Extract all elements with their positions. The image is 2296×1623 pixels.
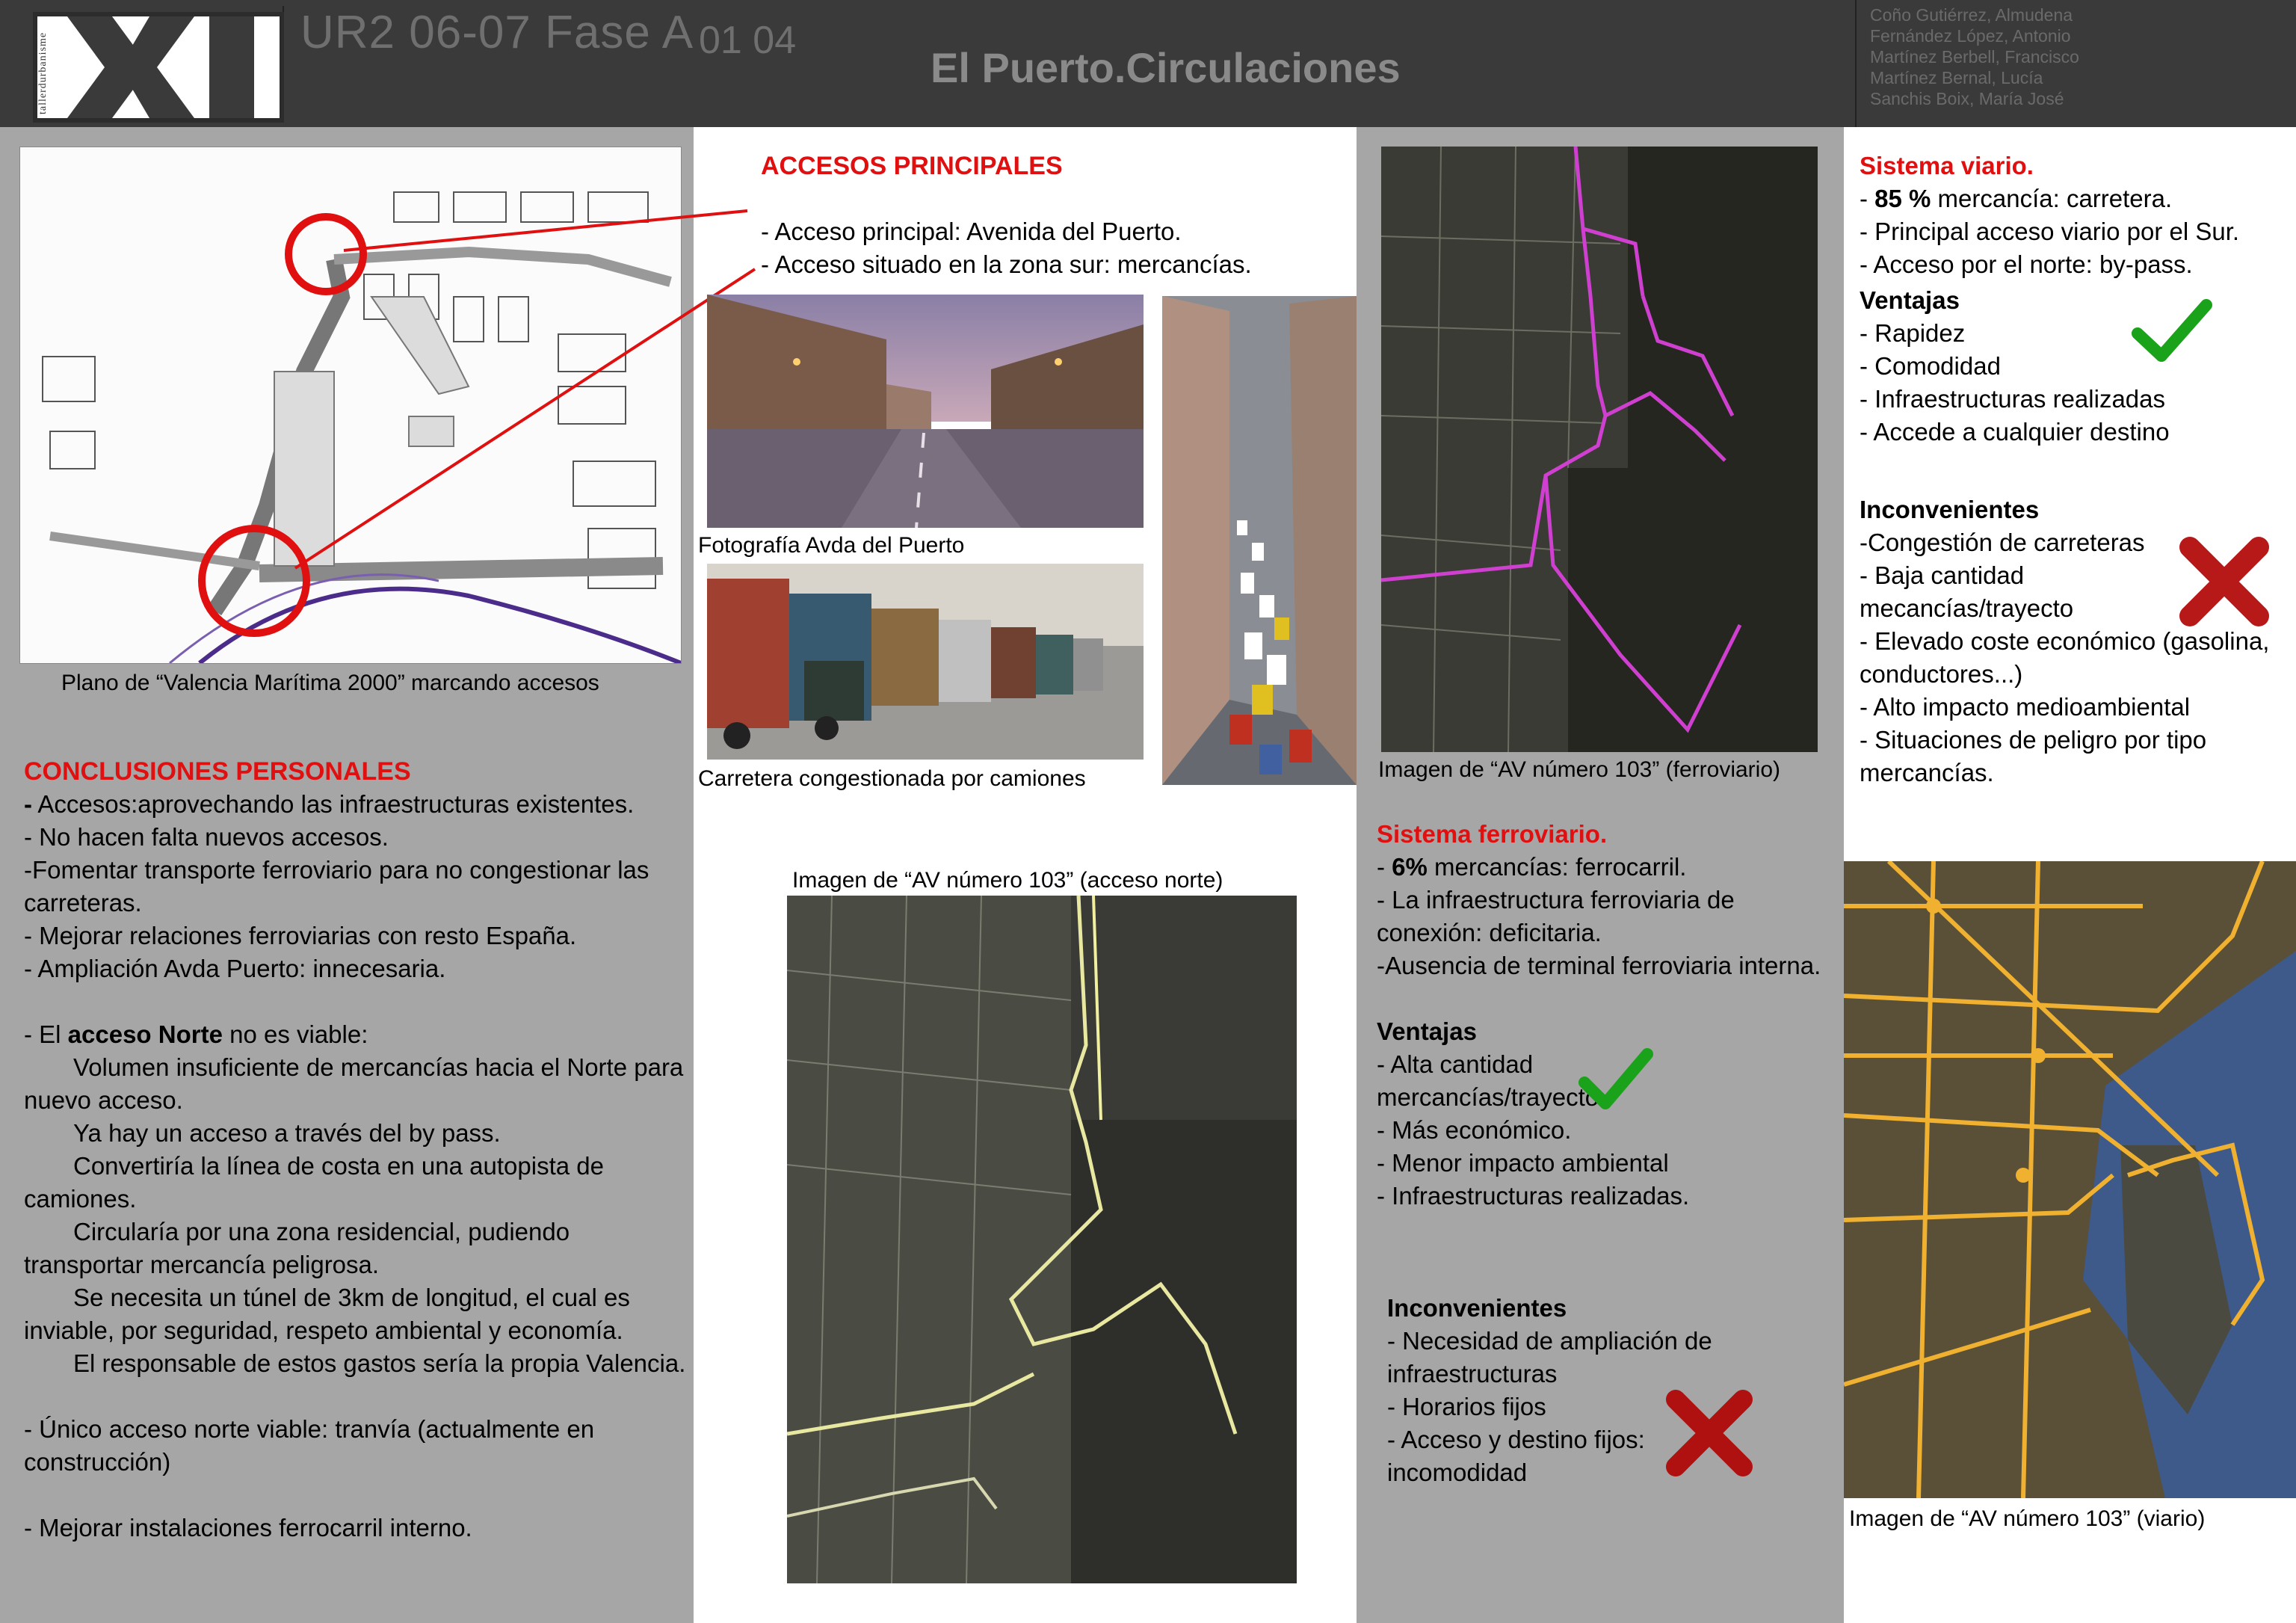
- norte-point: El responsable de estos gastos sería la propia Valencia.: [73, 1349, 686, 1377]
- norte-bold: acceso Norte: [67, 1020, 223, 1048]
- list-item: -Fomentar transporte ferroviario para no congestionar las carreteras.: [24, 856, 649, 917]
- list-item: - Menor impacto ambiental: [1377, 1149, 1669, 1177]
- road-network-map: [1844, 861, 2296, 1498]
- accesos-title: ACCESOS PRINCIPALES: [761, 152, 1063, 180]
- list-item: - Baja cantidad mecancías/trayecto: [1860, 561, 2074, 622]
- conclusiones-list: [24, 788, 697, 1545]
- ferroviario-section: [1377, 818, 1833, 1213]
- list-item: - Elevado coste económico (gasolina, conductores...): [1860, 627, 2270, 688]
- norte-points: [24, 1051, 689, 1380]
- list-item: - Acceso situado en la zona sur: mercancías.: [761, 250, 1252, 278]
- list-item: - Mejorar relaciones ferroviarias con resto España.: [24, 922, 577, 949]
- check-icon: [1578, 1047, 1653, 1114]
- viario-pct-text: mercancía: carretera.: [1931, 185, 2173, 212]
- course-title: UR2 06-07 Fase A: [300, 7, 694, 58]
- list-item: - Ampliación Avda Puerto: innecesaria.: [24, 955, 446, 982]
- viario-pct: 85 %: [1874, 185, 1931, 212]
- road-map-caption: Imagen de “AV número 103” (viario): [1849, 1506, 2206, 1531]
- ferroviario-pct: 6%: [1392, 853, 1428, 881]
- list-item: - Infraestructuras realizadas: [1860, 385, 2166, 413]
- author-name: Coño Gutiérrez, Almudena: [1870, 5, 2073, 25]
- sheet-number: 01 04: [699, 19, 797, 62]
- author-name: Fernández López, Antonio: [1870, 26, 2071, 46]
- viario-ventajas-title: Ventajas: [1860, 286, 1960, 314]
- norte-heading: [24, 1018, 697, 1051]
- list-item: - Comodidad: [1860, 352, 2001, 380]
- list-item: - No hacen falta nuevos accesos.: [24, 823, 389, 851]
- photo2-caption: Carretera congestionada por camiones: [698, 766, 1086, 791]
- viario-title: Sistema viario.: [1860, 152, 2034, 179]
- spacer: [24, 1380, 697, 1413]
- north-access-map: [787, 896, 1297, 1583]
- norte-suffix: no es viable:: [222, 1020, 368, 1048]
- norte-point: Volumen insuficiente de mercancías hacia el Norte para nuevo acceso.: [24, 1053, 684, 1114]
- rail-network-map: [1381, 147, 1818, 752]
- list-item: - Horarios fijos: [1387, 1393, 1546, 1420]
- norte-point: Se necesita un túnel de 3km de longitud, el cual es inviable, por seguridad, respeto ambiental y economía.: [24, 1284, 630, 1344]
- spacer: [24, 985, 697, 1018]
- viario-section: [1860, 150, 2293, 789]
- list-item: - Accede a cualquier destino: [1860, 418, 2170, 446]
- list-item: - La infraestructura ferroviaria de conexión: deficitaria.: [1377, 886, 1735, 946]
- photo1-caption: Fotografía Avda del Puerto: [698, 533, 965, 558]
- spacer: [1377, 982, 1833, 1015]
- list-item: -Congestión de carreteras: [1860, 529, 2145, 556]
- check-icon: [2132, 298, 2214, 365]
- north-map-caption: Imagen de “AV número 103” (acceso norte): [792, 868, 1223, 893]
- ferroviario-ventajas-title: Ventajas: [1377, 1017, 1477, 1045]
- ferroviario-inconv: [1387, 1292, 1836, 1489]
- viario-pct-line: - 85 % mercancía: carretera.: [1860, 185, 2173, 212]
- ferroviario-inconv-title: Inconvenientes: [1387, 1294, 1567, 1322]
- norte-point: Ya hay un acceso a través del by pass.: [73, 1119, 501, 1147]
- list-item: -Ausencia de terminal ferroviaria interna.: [1377, 952, 1821, 979]
- rail-map-caption: Imagen de “AV número 103” (ferroviario): [1378, 757, 1781, 782]
- accesos-list: [761, 215, 1351, 281]
- cross-icon: [1661, 1385, 1758, 1482]
- author-name: Martínez Bernal, Lucía: [1870, 68, 2043, 87]
- list-item: - Más económico.: [1377, 1116, 1572, 1144]
- norte-prefix: - El: [24, 1020, 68, 1048]
- spacer: [24, 1479, 697, 1512]
- norte-point: Convertiría la línea de costa en una autopista de camiones.: [24, 1152, 604, 1213]
- list-item: - Principal acceso viario por el Sur.: [1860, 218, 2240, 245]
- conclusiones-title: CONCLUSIONES PERSONALES: [24, 757, 411, 786]
- plan-caption: Plano de “Valencia Marítima 2000” marcando accesos: [61, 671, 599, 695]
- ferrocarril-line: - Mejorar instalaciones ferrocarril interno.: [24, 1514, 472, 1542]
- list-item: - Acceso por el norte: by-pass.: [1860, 250, 2193, 278]
- list-item: [24, 788, 697, 821]
- ferroviario-pct-text: mercancías: ferrocarril.: [1427, 853, 1687, 881]
- list-item: - Rapidez: [1860, 319, 1966, 347]
- logo-vertical-text: tallerdurbanisme: [37, 31, 49, 115]
- page-title: El Puerto.Circulaciones: [931, 44, 1401, 91]
- viario-inconv-title: Inconvenientes: [1860, 496, 2040, 523]
- cross-icon: [2175, 532, 2274, 631]
- trucks-photo: [707, 564, 1144, 760]
- list-item: - Situaciones de peligro por tipo mercancías.: [1860, 726, 2207, 786]
- norte-point: Circularía por una zona residencial, pudiendo transportar mercancía peligrosa.: [24, 1218, 570, 1278]
- avenida-puerto-photo: [707, 295, 1144, 528]
- list-item: - Alta cantidad mercancías/trayecto: [1377, 1050, 1599, 1111]
- tranvia-line: - Único acceso norte viable: tranvía (actualmente en construcción): [24, 1415, 595, 1476]
- ferroviario-pct-line: - 6% mercancías: ferrocarril.: [1377, 853, 1687, 881]
- list-item: - Infraestructuras realizadas.: [1377, 1182, 1690, 1210]
- list-item: - Necesidad de ampliación de infraestructuras: [1387, 1327, 1712, 1388]
- spacer: [1860, 449, 2293, 493]
- list-bullet: -: [24, 790, 32, 818]
- ferroviario-title: Sistema ferroviario.: [1377, 820, 1608, 848]
- list-item: - Acceso principal: Avenida del Puerto.: [761, 218, 1182, 245]
- author-name: Martínez Berbell, Francisco: [1870, 47, 2079, 67]
- author-name: Sanchis Boix, María José: [1870, 89, 2064, 108]
- list-item: - Acceso y destino fijos: incomodidad: [1387, 1426, 1645, 1486]
- list-item: - Alto impacto medioambiental: [1860, 693, 2191, 721]
- traffic-jam-photo: [1162, 296, 1357, 785]
- list-text: Accesos:aprovechando las infraestructuras existentes.: [32, 790, 635, 818]
